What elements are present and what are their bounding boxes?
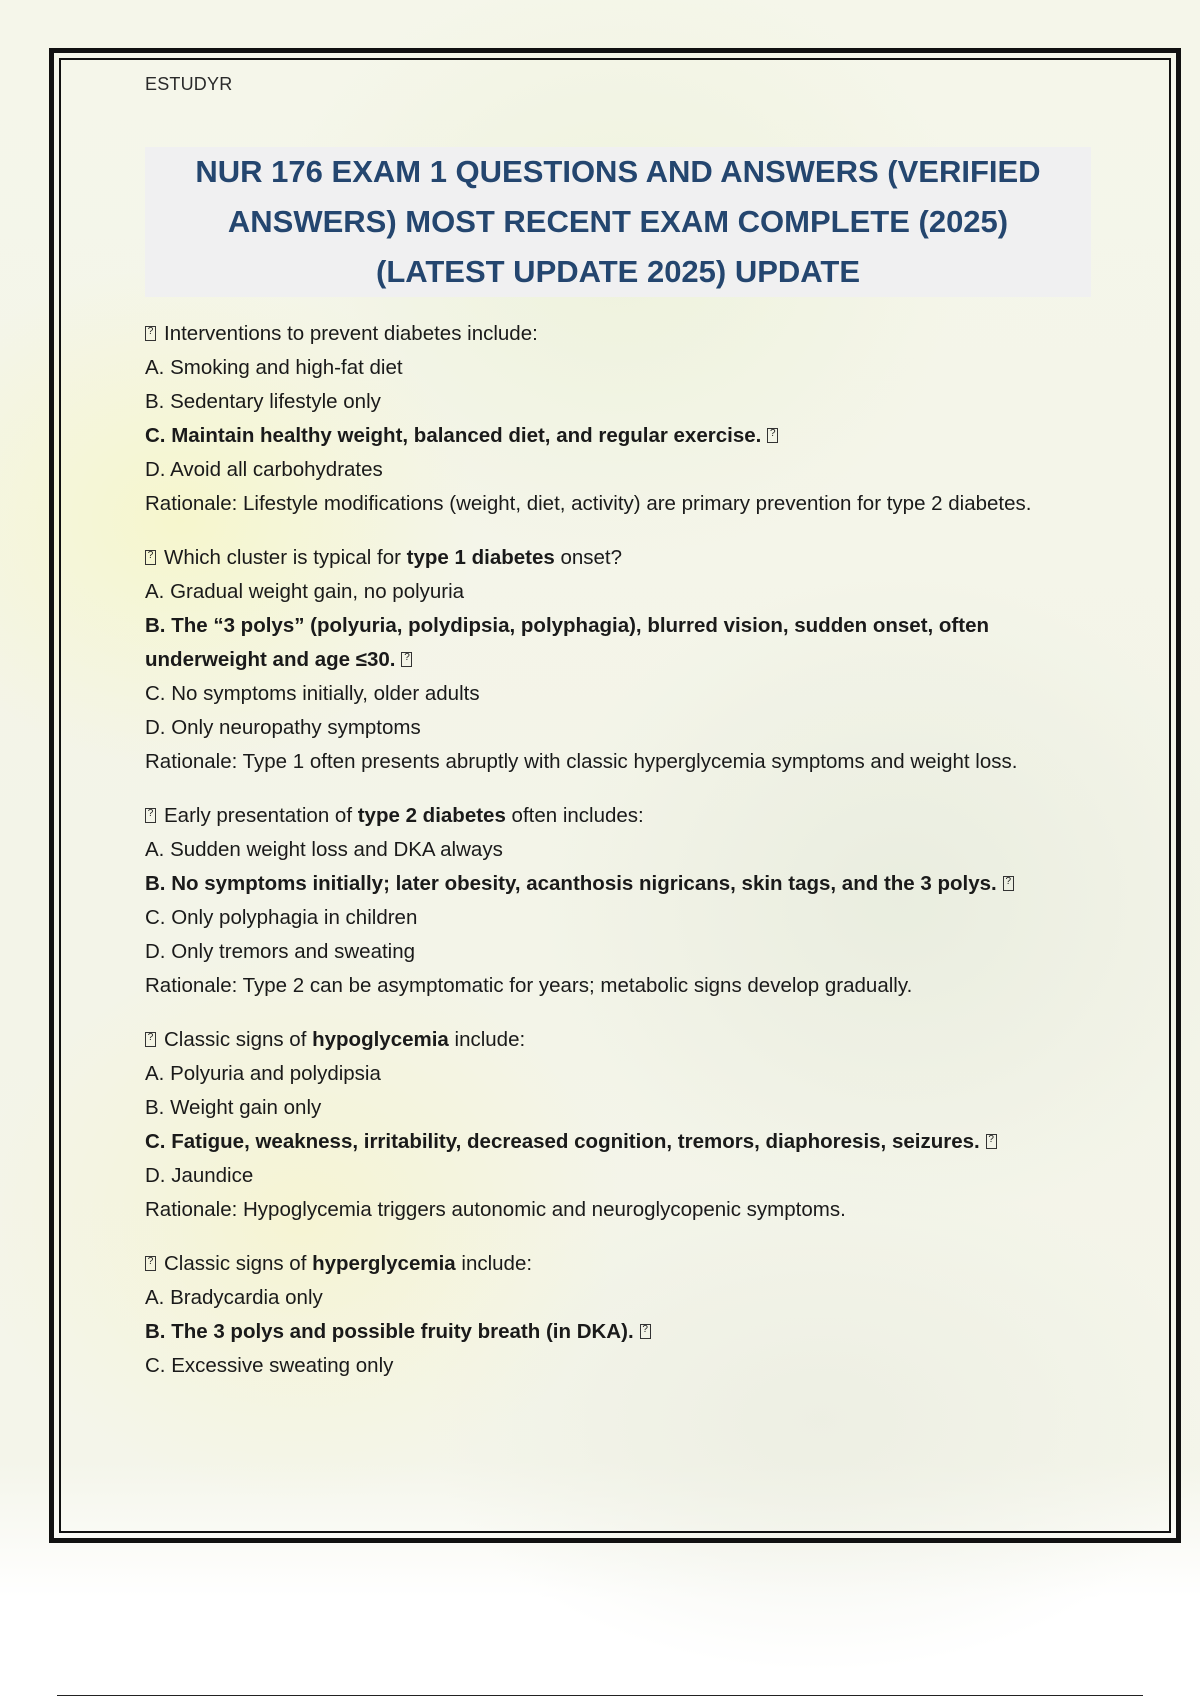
question-stem: ?Classic signs of hyperglycemia include: — [145, 1247, 1045, 1281]
answer-option: C. No symptoms initially, older adults — [145, 682, 480, 705]
question-stem: ?Early presentation of type 2 diabetes often includes: — [145, 799, 1045, 833]
correct-answer-marker-icon — [640, 1324, 651, 1339]
correct-answer-marker-icon — [986, 1134, 997, 1149]
correct-answer-marker-icon — [401, 652, 412, 667]
answer-option: C. Excessive sweating only — [145, 1354, 394, 1377]
question-marker-icon — [145, 808, 156, 823]
answer-option: D. Only neuropathy symptoms — [145, 716, 421, 739]
question-stem: ?Classic signs of hypoglycemia include: — [145, 1023, 1045, 1057]
document-brand-header: ESTUDYR — [145, 74, 233, 94]
answer-option: B. Sedentary lifestyle only — [145, 390, 381, 413]
question-marker-icon — [145, 1256, 156, 1271]
answer-option: A. Gradual weight gain, no polyuria — [145, 580, 465, 603]
answer-option: D. Avoid all carbohydrates — [145, 458, 383, 481]
question-item — [145, 541, 1045, 779]
footer-rule — [57, 1695, 1143, 1696]
question-stem: ?Which cluster is typical for type 1 diabetes onset? — [145, 541, 1045, 575]
answer-option-correct: C. Maintain healthy weight, balanced diet, and regular exercise.? — [145, 419, 1045, 453]
question-marker-icon — [145, 550, 156, 565]
rationale-text: Rationale: Lifestyle modifications (weight, diet, activity) are primary prevention for type 2 diabetes. — [145, 492, 1032, 515]
question-marker-icon — [145, 1032, 156, 1047]
answer-option: D. Only tremors and sweating — [145, 940, 416, 963]
question-marker-icon — [145, 326, 156, 341]
question-item — [145, 1247, 1045, 1383]
answer-option: A. Bradycardia only — [145, 1286, 323, 1309]
answer-option-correct: B. No symptoms initially; later obesity, acanthosis nigricans, skin tags, and the 3 polys.? — [145, 867, 1045, 901]
correct-answer-marker-icon — [1003, 876, 1014, 891]
question-item — [145, 1023, 1045, 1227]
rationale-text: Rationale: Type 1 often presents abruptly with classic hyperglycemia symptoms and weight loss. — [145, 750, 1018, 773]
question-list — [145, 317, 1045, 1403]
answer-option: A. Sudden weight loss and DKA always — [145, 838, 503, 861]
rationale-text: Rationale: Type 2 can be asymptomatic for years; metabolic signs develop gradually. — [145, 974, 913, 997]
rationale-text: Rationale: Hypoglycemia triggers autonomic and neuroglycopenic symptoms. — [145, 1198, 846, 1221]
answer-option-correct: C. Fatigue, weakness, irritability, decreased cognition, tremors, diaphoresis, seizures.? — [145, 1125, 1045, 1159]
answer-option: A. Smoking and high-fat diet — [145, 356, 403, 379]
answer-option-correct: B. The “3 polys” (polyuria, polydipsia, polyphagia), blurred vision, sudden onset, often underweight and age ≤30.? — [145, 609, 1045, 677]
answer-option-correct: B. The 3 polys and possible fruity breath (in DKA).? — [145, 1315, 1045, 1349]
correct-answer-marker-icon — [767, 428, 778, 443]
answer-option: A. Polyuria and polydipsia — [145, 1062, 381, 1085]
question-item — [145, 317, 1045, 521]
answer-option: C. Only polyphagia in children — [145, 906, 418, 929]
title-banner — [145, 147, 1091, 297]
question-item — [145, 799, 1045, 1003]
answer-option: D. Jaundice — [145, 1164, 254, 1187]
question-stem: ?Interventions to prevent diabetes include: — [145, 317, 1045, 351]
document-title: NUR 176 EXAM 1 QUESTIONS AND ANSWERS (VERIFIED ANSWERS) MOST RECENT EXAM COMPLETE (2025) (LATEST UPDATE 2025) UPDATE — [195, 154, 1041, 289]
answer-option: B. Weight gain only — [145, 1096, 322, 1119]
